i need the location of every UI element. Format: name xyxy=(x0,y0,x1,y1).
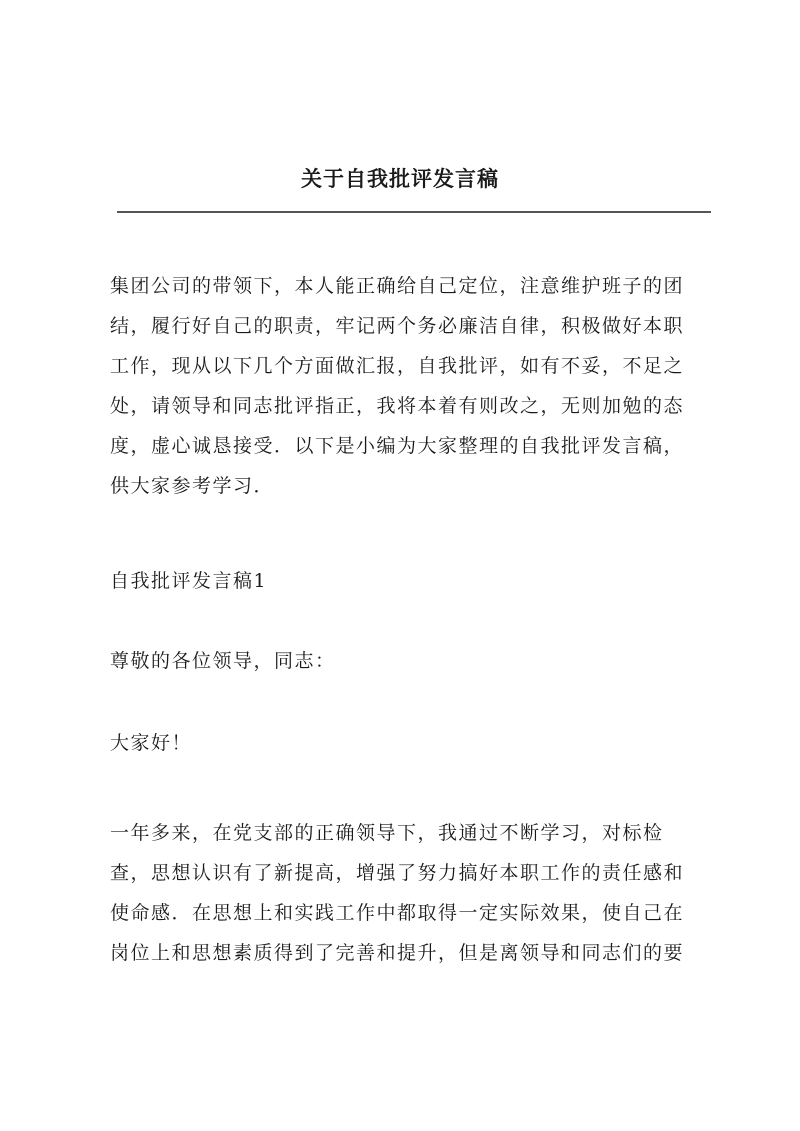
body-line: 岗位上和思想素质得到了完善和提升，但是离领导和同志们的要 xyxy=(110,942,685,964)
intro-line: 供大家参考学习． xyxy=(110,475,275,497)
title-divider xyxy=(117,211,711,213)
intro-line: 处，请领导和同志批评指正，我将本着有则改之，无则加勉的态 xyxy=(110,395,685,417)
intro-line: 结，履行好自己的职责，牢记两个务必廉洁自律，积极做好本职 xyxy=(110,315,685,337)
intro-paragraph xyxy=(110,266,714,506)
greeting: 大家好！ xyxy=(110,732,193,754)
salutation: 尊敬的各位领导，同志： xyxy=(110,650,336,672)
body-line: 使命感．在思想上和实践工作中都取得一定实际效果，使自己在 xyxy=(110,902,685,924)
intro-line: 工作，现从以下几个方面做汇报，自我批评，如有不妥，不足之 xyxy=(110,355,685,377)
intro-line: 集团公司的带领下，本人能正确给自己定位，注意维护班子的团 xyxy=(110,275,685,297)
body-paragraph xyxy=(110,813,714,973)
intro-line: 度，虚心诚恳接受．以下是小编为大家整理的自我批评发言稿， xyxy=(110,435,685,457)
section-heading: 自我批评发言稿1 xyxy=(110,570,268,592)
body-line: 一年多来，在党支部的正确领导下，我通过不断学习，对标检 xyxy=(110,822,664,844)
body-line: 查，思想认识有了新提高，增强了努力搞好本职工作的责任感和 xyxy=(110,862,685,884)
document-title: 关于自我批评发言稿 xyxy=(301,166,499,191)
